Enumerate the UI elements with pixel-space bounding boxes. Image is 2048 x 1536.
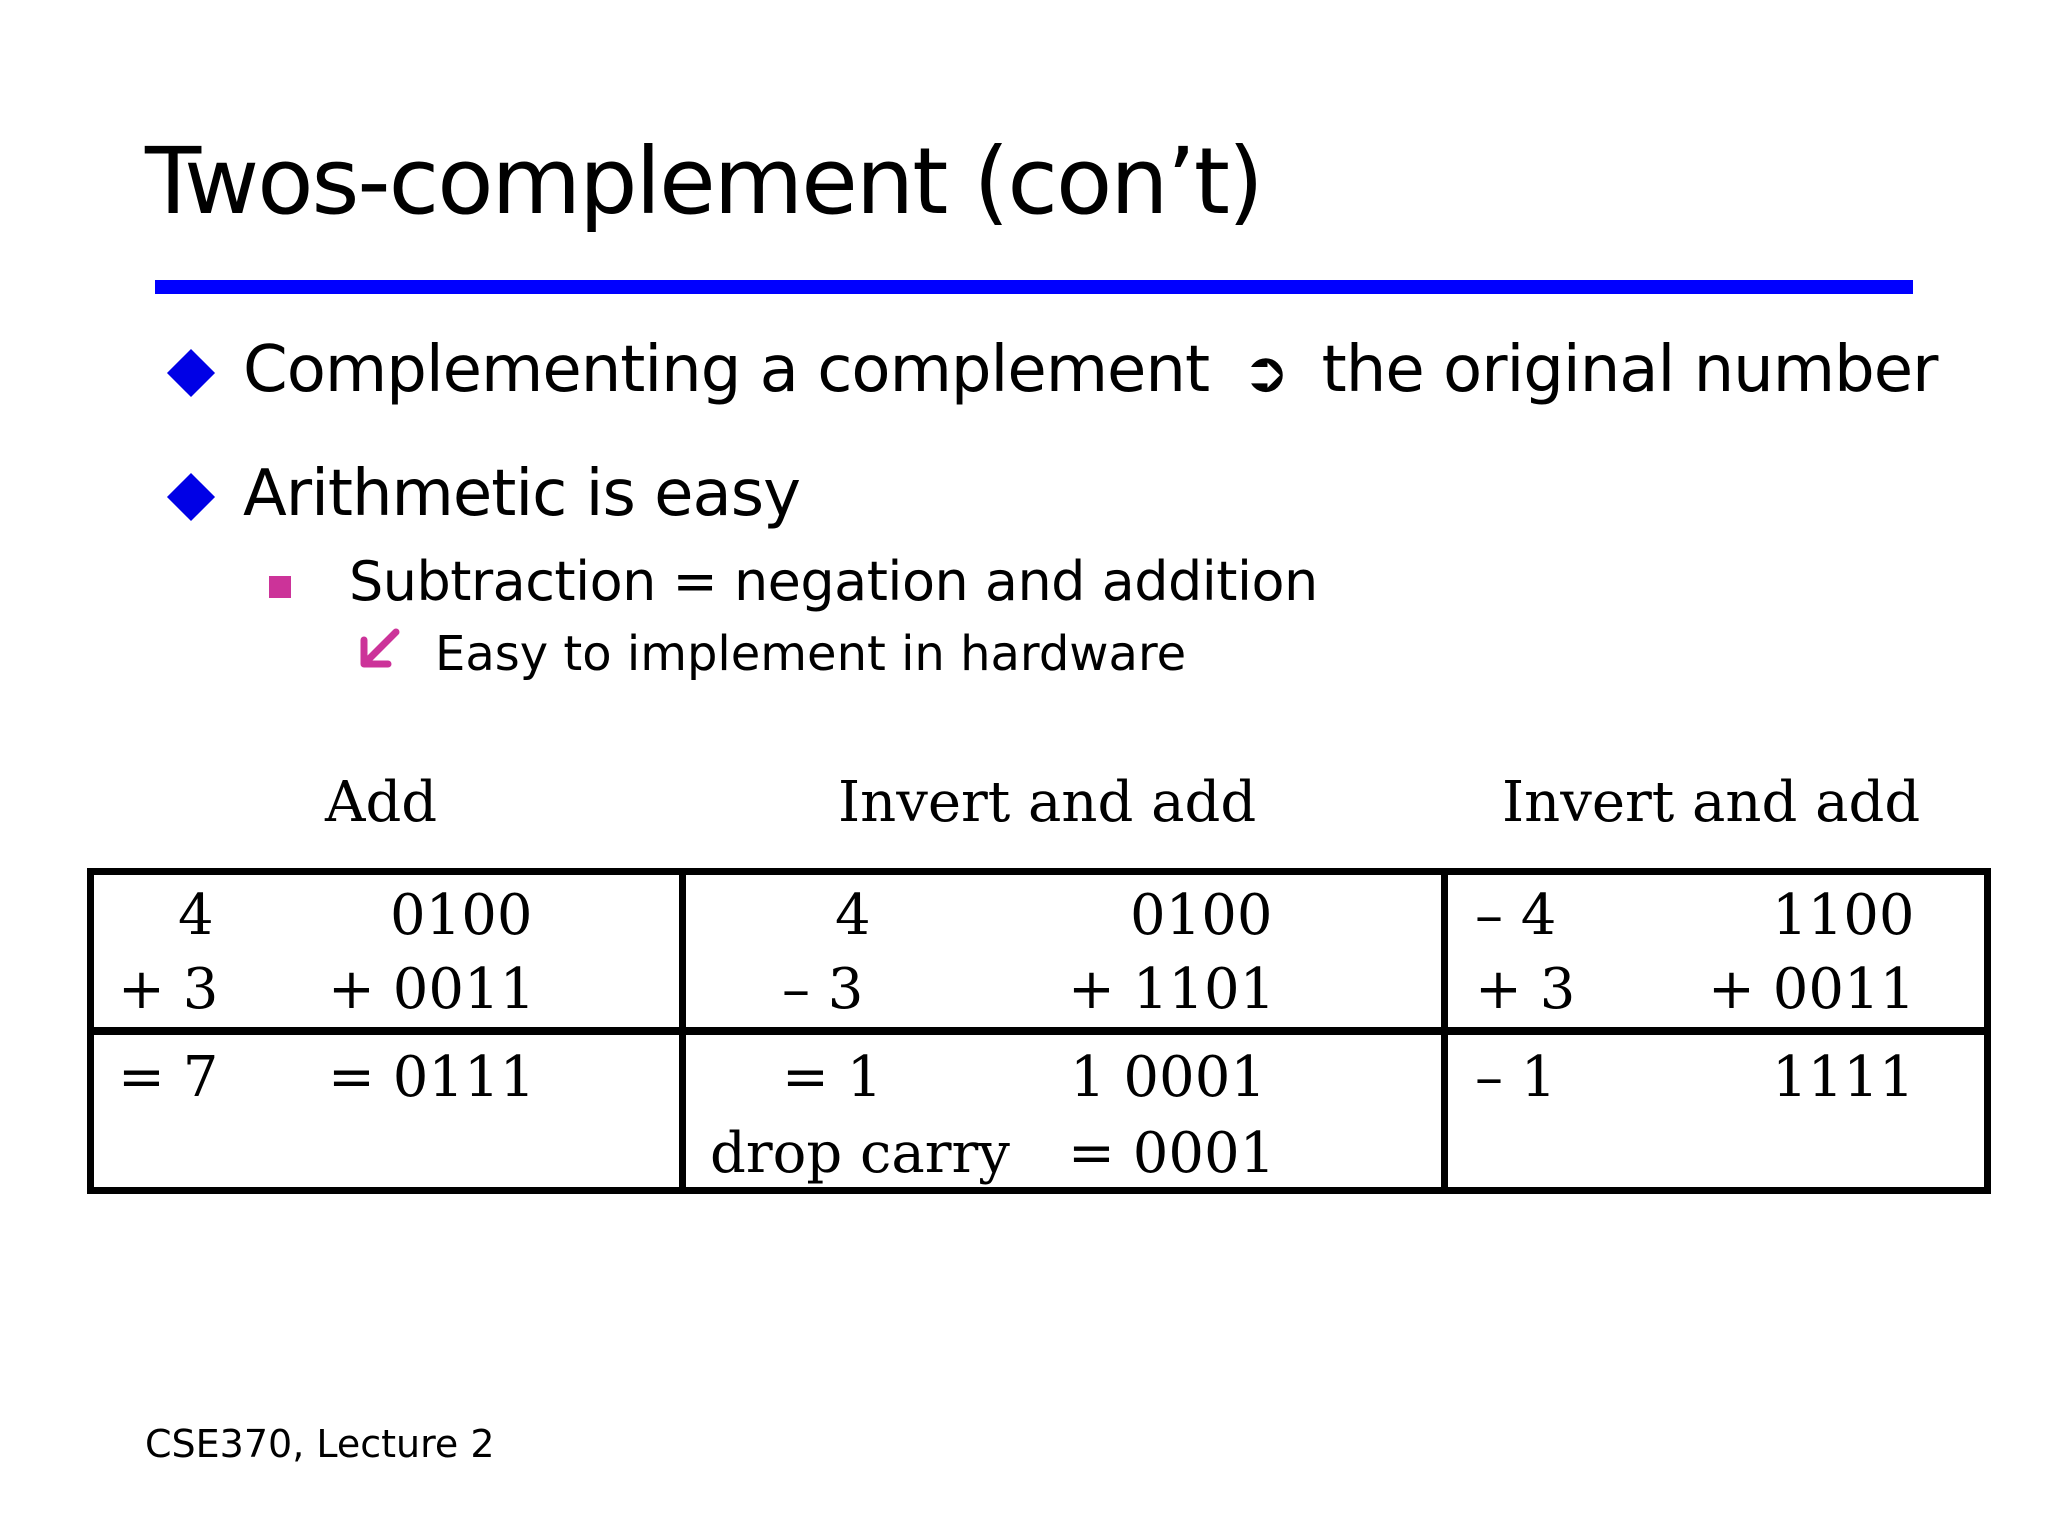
col-header-add: Add <box>325 770 438 835</box>
sub-sub-bullet-arrow-icon <box>358 626 402 670</box>
table-divider <box>87 1027 1991 1035</box>
table-cell: + 3 <box>118 957 219 1022</box>
bullet-arithmetic: Arithmetic is easy <box>243 457 800 531</box>
slide-footer: CSE370, Lecture 2 <box>145 1422 495 1466</box>
sub-bullet-subtraction: Subtraction = negation and addition <box>349 550 1318 613</box>
table-cell: 1100 <box>1772 883 1915 948</box>
col-header-invert-2: Invert and add <box>1502 770 1921 835</box>
col-header-invert-1: Invert and add <box>838 770 1257 835</box>
bullet-text-after: the original number <box>1321 333 1938 407</box>
table-cell: 4 <box>835 883 871 948</box>
bullet-text-before: Complementing a complement <box>243 333 1210 407</box>
bullet-diamond-icon <box>167 473 215 521</box>
bullet-complementing <box>243 333 1937 407</box>
title-underline <box>155 280 1913 294</box>
table-cell: = 0111 <box>328 1045 536 1110</box>
table-cell: 1111 <box>1772 1045 1915 1110</box>
table-cell: 1 0001 <box>1070 1045 1266 1110</box>
implies-arrow-icon: ➲ <box>1242 340 1289 405</box>
table-cell: 4 <box>178 883 214 948</box>
table-cell: drop carry <box>710 1121 1010 1186</box>
table-cell: + 1101 <box>1068 957 1276 1022</box>
slide-title: Twos-complement (con’t) <box>145 128 1262 235</box>
table-cell: – 3 <box>782 957 864 1022</box>
table-cell: = 1 <box>782 1045 883 1110</box>
table-cell: + 0011 <box>328 957 536 1022</box>
table-cell: – 4 <box>1475 883 1557 948</box>
table-cell: 0100 <box>390 883 533 948</box>
table-cell: – 1 <box>1475 1045 1557 1110</box>
sub-bullet-square-icon <box>269 576 291 598</box>
table-cell: = 7 <box>118 1045 219 1110</box>
table-cell: 0100 <box>1130 883 1273 948</box>
table-cell: = 0001 <box>1068 1121 1276 1186</box>
table-cell: + 0011 <box>1708 957 1916 1022</box>
bullet-diamond-icon <box>167 349 215 397</box>
sub-sub-bullet-hardware: Easy to implement in hardware <box>435 626 1187 682</box>
table-cell: + 3 <box>1475 957 1576 1022</box>
